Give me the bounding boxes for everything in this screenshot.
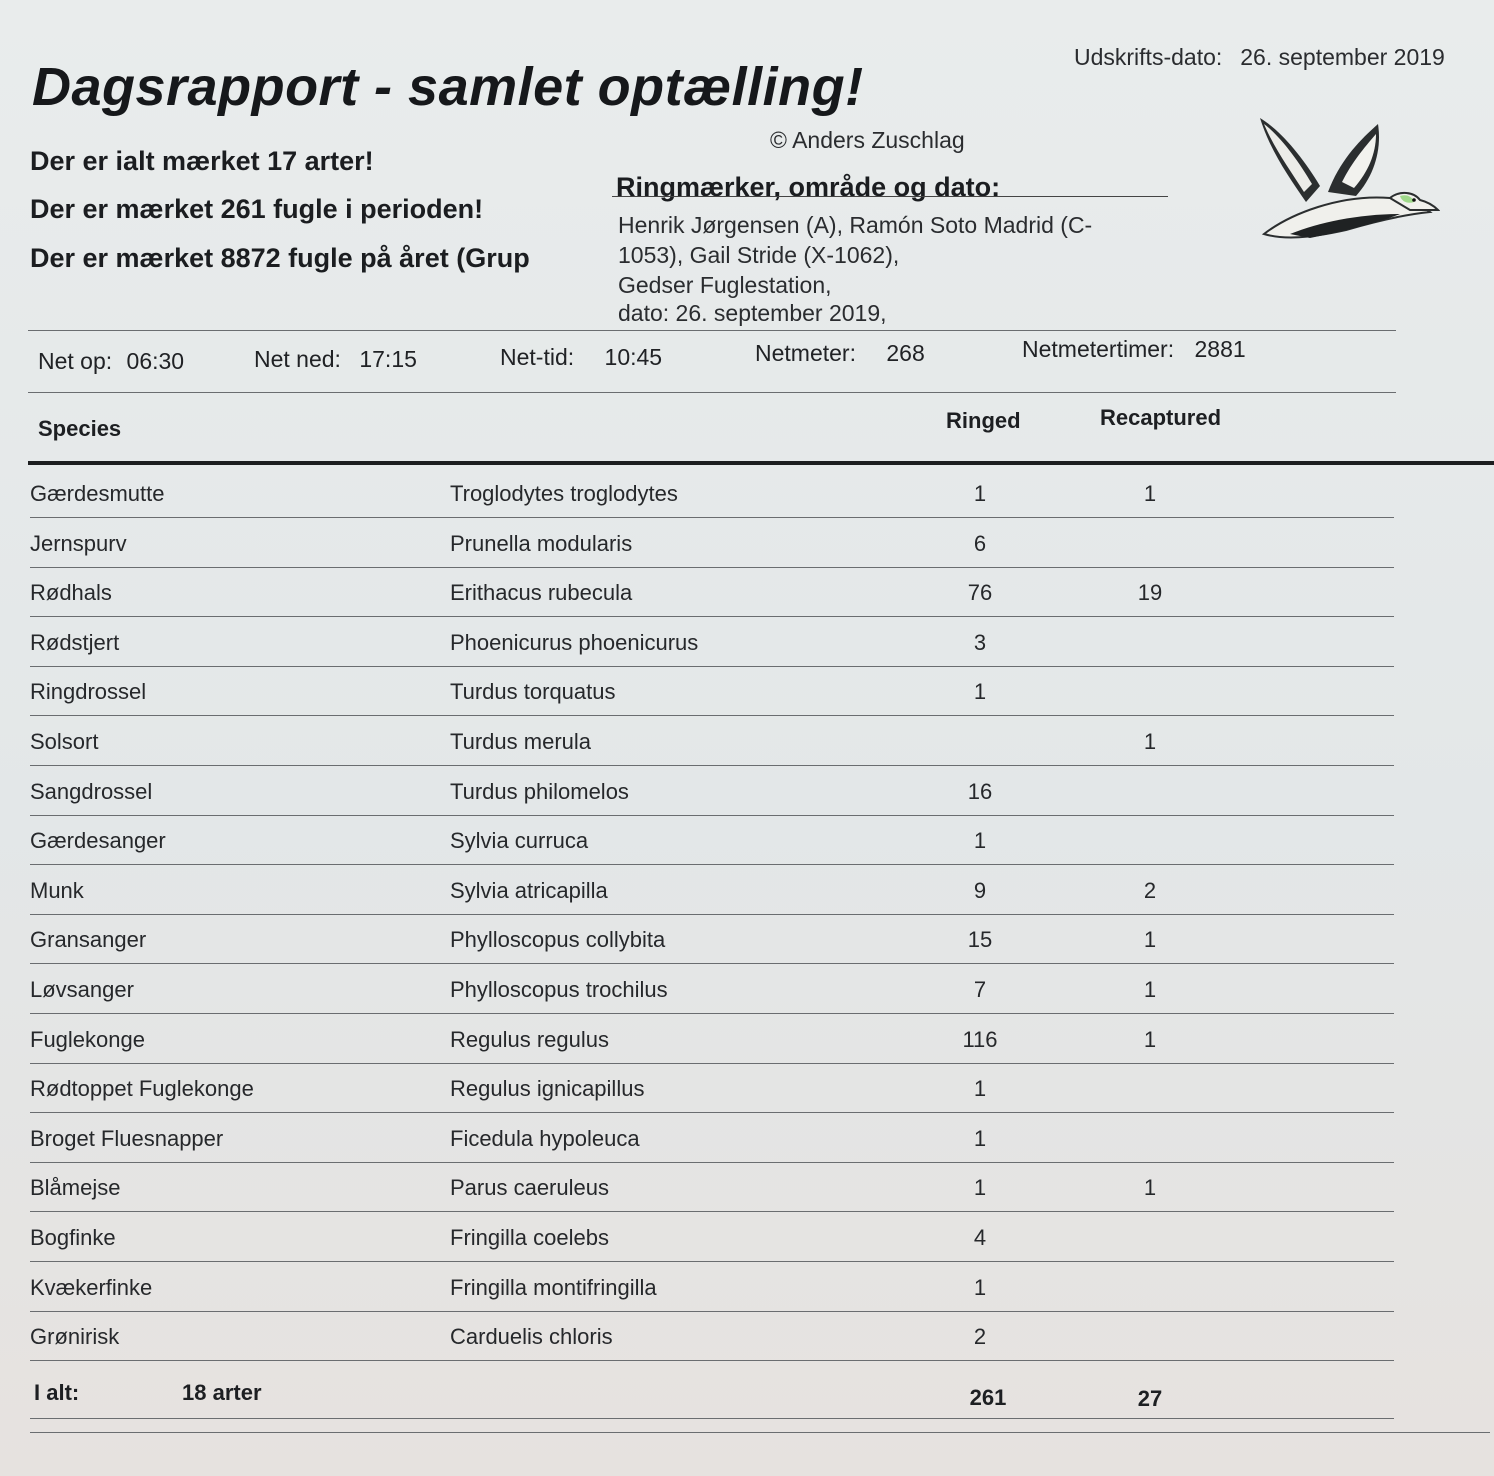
species-danish-name: Jernspurv xyxy=(30,530,127,556)
species-danish-name: Ringdrossel xyxy=(30,679,147,705)
species-latin-name: Parus caeruleus xyxy=(450,1175,609,1201)
ringed-count: 2 xyxy=(973,1324,987,1350)
net-up xyxy=(38,348,184,375)
species-latin-name: Turdus torquatus xyxy=(450,679,616,705)
ringed-count: 1 xyxy=(973,1125,987,1151)
table-row xyxy=(0,767,1494,816)
species-latin-name: Sylvia curruca xyxy=(450,828,589,854)
net-meter xyxy=(755,340,925,367)
species-latin-name: Prunella modularis xyxy=(450,530,633,556)
recaptured-count: 19 xyxy=(1137,580,1163,606)
table-row xyxy=(0,717,1494,766)
ringed-count: 116 xyxy=(962,1026,998,1052)
net-meter-hours xyxy=(1022,336,1246,363)
species-latin-name: Troglodytes troglodytes xyxy=(450,481,678,506)
table-row xyxy=(0,965,1494,1014)
ringed-count: 1 xyxy=(973,1076,987,1102)
species-latin-name: Sylvia atricapilla xyxy=(450,877,608,903)
species-latin-name: Fringilla coelebs xyxy=(450,1225,609,1250)
species-danish-name: Blåmejse xyxy=(30,1175,121,1201)
summary-year: Der er mærket 8872 fugle på året (Grup xyxy=(30,243,530,273)
species-latin-name: Phylloscopus collybita xyxy=(450,927,666,953)
net-down xyxy=(254,346,417,373)
table-row xyxy=(0,1015,1494,1064)
ringed-count: 1 xyxy=(973,481,987,506)
net-down-value: 17:15 xyxy=(359,346,417,372)
species-latin-name: Turdus philomelos xyxy=(450,778,629,804)
ringer-line: dato: 26. september 2019, xyxy=(618,300,887,326)
col-recaptured: Recaptured xyxy=(1100,405,1222,430)
print-date-value: 26. september 2019 xyxy=(1240,44,1445,70)
species-latin-name: Phoenicurus phoenicurus xyxy=(450,629,699,655)
net-meter-hours-label: Netmetertimer: xyxy=(1022,336,1175,362)
species-danish-name: Munk xyxy=(30,877,84,903)
table-row xyxy=(0,1213,1494,1262)
ringed-count: 7 xyxy=(973,977,987,1002)
species-danish-name: Bogfinke xyxy=(30,1225,116,1250)
species-danish-name: Gærdesanger xyxy=(30,828,166,854)
copyright: © Anders Zuschlag xyxy=(770,127,965,153)
species-danish-name: Grønirisk xyxy=(30,1324,120,1350)
col-ringed: Ringed xyxy=(946,408,1021,433)
ringed-count: 1 xyxy=(973,1274,987,1300)
ringed-count: 16 xyxy=(967,778,993,804)
summary-period: Der er mærket 261 fugle i perioden! xyxy=(30,194,484,224)
ringer-line: Henrik Jørgensen (A), Ramón Soto Madrid (C- xyxy=(618,212,1093,238)
print-date-label: Udskrifts-dato: xyxy=(1074,44,1223,70)
ringed-count: 4 xyxy=(973,1225,987,1250)
species-danish-name: Broget Fluesnapper xyxy=(30,1125,224,1151)
table-row xyxy=(0,1312,1494,1361)
recaptured-count: 1 xyxy=(1143,927,1157,953)
total-label: I alt: xyxy=(34,1380,80,1405)
recaptured-count: 1 xyxy=(1143,1175,1157,1201)
table-row xyxy=(0,519,1494,568)
total-species: 18 arter xyxy=(182,1380,262,1405)
species-danish-name: Sangdrossel xyxy=(30,778,153,804)
net-meter-hours-value: 2881 xyxy=(1194,336,1246,362)
divider xyxy=(28,330,1396,331)
table-row xyxy=(0,1114,1494,1163)
net-up-value: 06:30 xyxy=(126,348,185,374)
divider xyxy=(30,1418,1394,1419)
divider xyxy=(28,392,1396,393)
table-row xyxy=(0,1263,1494,1312)
divider xyxy=(30,1432,1490,1433)
ringer-heading-underline xyxy=(612,196,1168,197)
net-time xyxy=(500,344,662,371)
net-time-label: Net-tid: xyxy=(500,344,575,370)
header-rule xyxy=(28,461,1494,465)
table-row xyxy=(0,866,1494,915)
ringer-heading: Ringmærker, område og dato: xyxy=(616,172,1001,202)
ringed-count: 1 xyxy=(973,828,987,854)
ringer-line: Gedser Fuglestation, xyxy=(618,272,832,298)
ringed-count: 3 xyxy=(973,629,987,655)
ringed-count: 1 xyxy=(973,1175,987,1201)
species-latin-name: Phylloscopus trochilus xyxy=(450,977,668,1002)
recaptured-count: 1 xyxy=(1143,729,1157,754)
print-date xyxy=(1074,44,1445,71)
ringer-line: 1053), Gail Stride (X-1062), xyxy=(618,242,900,268)
net-up-label: Net op: xyxy=(38,348,113,374)
species-danish-name: Rødhals xyxy=(30,580,112,606)
net-meter-value: 268 xyxy=(886,340,925,366)
eider-duck-icon xyxy=(1250,110,1440,250)
recaptured-count: 2 xyxy=(1143,877,1157,903)
net-time-value: 10:45 xyxy=(604,344,663,370)
net-meter-label: Netmeter: xyxy=(755,340,856,366)
ringed-count: 9 xyxy=(973,877,987,903)
col-species: Species xyxy=(38,416,122,441)
total-ringed: 261 xyxy=(969,1385,1007,1410)
table-row xyxy=(0,568,1494,617)
species-danish-name: Gærdesmutte xyxy=(30,481,165,506)
total-recaptured: 27 xyxy=(1137,1386,1163,1411)
recaptured-count: 1 xyxy=(1143,977,1157,1002)
species-danish-name: Rødstjert xyxy=(30,629,120,655)
species-danish-name: Rødtoppet Fuglekonge xyxy=(30,1076,254,1102)
table-row xyxy=(0,1163,1494,1212)
report-title: Dagsrapport - samlet optælling! xyxy=(32,57,864,117)
species-danish-name: Solsort xyxy=(30,729,99,754)
table-row xyxy=(0,667,1494,716)
net-down-label: Net ned: xyxy=(254,346,341,372)
species-danish-name: Gransanger xyxy=(30,927,147,953)
ringed-count: 1 xyxy=(973,679,987,705)
species-latin-name: Regulus ignicapillus xyxy=(450,1076,645,1102)
species-latin-name: Turdus merula xyxy=(450,729,592,754)
ringed-count: 76 xyxy=(967,580,993,606)
species-danish-name: Løvsanger xyxy=(30,977,134,1002)
species-danish-name: Kvækerfinke xyxy=(30,1274,153,1300)
species-latin-name: Carduelis chloris xyxy=(450,1324,613,1350)
species-latin-name: Fringilla montifringilla xyxy=(450,1274,657,1300)
row-divider xyxy=(30,1360,1394,1361)
species-latin-name: Erithacus rubecula xyxy=(450,580,633,606)
species-latin-name: Regulus regulus xyxy=(450,1026,609,1052)
species-latin-name: Ficedula hypoleuca xyxy=(450,1125,640,1151)
species-danish-name: Fuglekonge xyxy=(30,1026,145,1052)
table-row xyxy=(0,915,1494,964)
summary-species: Der er ialt mærket 17 arter! xyxy=(30,146,374,176)
recaptured-count: 1 xyxy=(1143,1026,1157,1052)
table-row xyxy=(0,1064,1494,1113)
table-row xyxy=(0,469,1494,518)
ringed-count: 15 xyxy=(967,927,993,953)
table-row xyxy=(0,618,1494,667)
ringed-count: 6 xyxy=(973,530,987,556)
table-row xyxy=(0,816,1494,865)
recaptured-count: 1 xyxy=(1143,481,1157,506)
